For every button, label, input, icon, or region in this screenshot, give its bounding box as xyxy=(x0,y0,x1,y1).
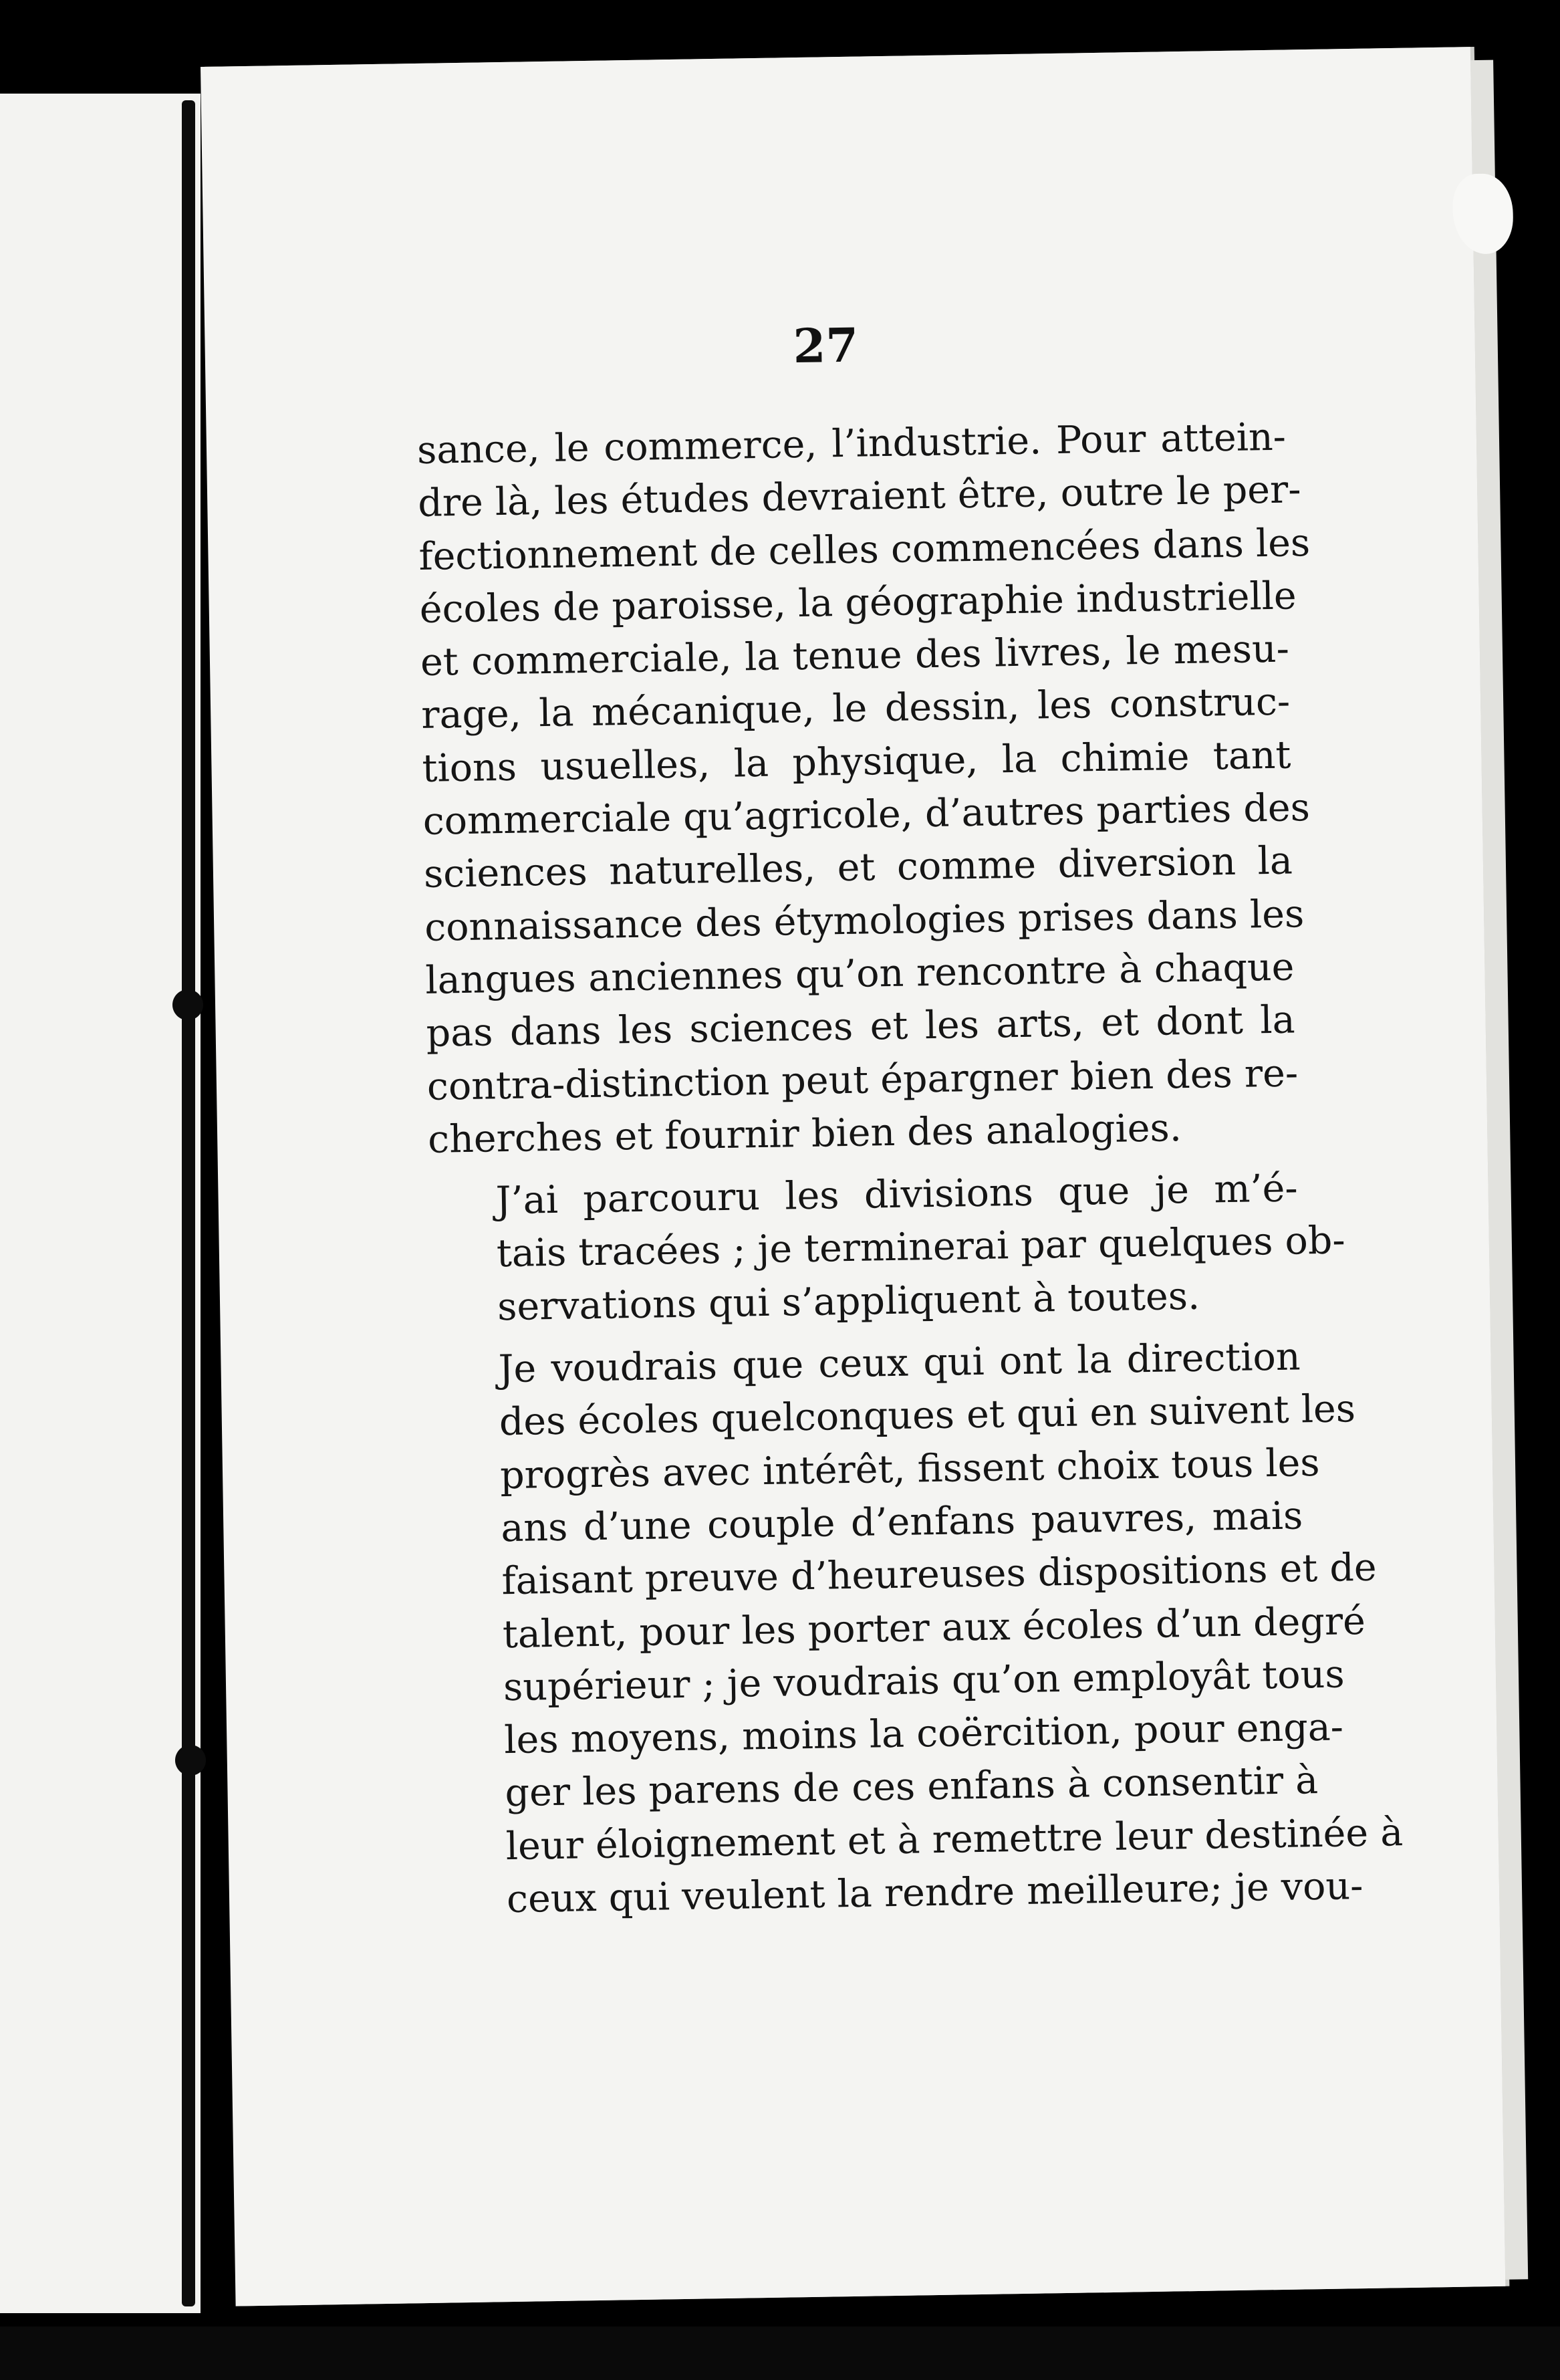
scan-border xyxy=(0,2327,1560,2380)
binding-thread-knot xyxy=(175,1745,206,1776)
text-line: langues anciennes qu’on rencontre à chaque xyxy=(424,945,1295,1003)
paragraph xyxy=(416,411,1311,1167)
text-line: rage, la mécanique, le dessin, les construc- xyxy=(420,680,1291,738)
text-line: dre là, les études devraient être, outre le per- xyxy=(417,467,1302,526)
paragraph xyxy=(428,1163,1346,1335)
binding-thread-knot xyxy=(172,989,203,1020)
text-line: pas dans les sciences et les arts, et dont la xyxy=(426,997,1296,1056)
text-line: J’ai parcouru les divisions que je m’é- xyxy=(495,1166,1299,1223)
text-line: Je voudrais que ceux qui ont la direction xyxy=(498,1334,1301,1392)
page-tear xyxy=(1452,173,1514,254)
text-line: servations qui s’appliquent à toutes. xyxy=(497,1274,1200,1329)
text-line: contra-distinction peut épargner bien des re- xyxy=(426,1050,1299,1109)
text-line: les moyens, moins la coërcition, pour enga- xyxy=(503,1705,1344,1763)
text-line: tions usuelles, la physique, la chimie tant xyxy=(422,733,1291,791)
text-line: talent, pour les porter aux écoles d’un degré xyxy=(502,1598,1366,1657)
book-page xyxy=(201,47,1505,2306)
text-line: ans d’une couple d’enfans pauvres, mais xyxy=(500,1494,1303,1551)
page-number: 27 xyxy=(793,317,859,374)
text-line: ceux qui veulent la rendre meilleure; je vou- xyxy=(506,1864,1363,1922)
text-line: cherches et fournir bien des analogies. xyxy=(427,1106,1182,1162)
text-line: commerciale qu’agricole, d’autres parties des xyxy=(422,786,1311,844)
text-line: progrès avec intérêt, fissent choix tous les xyxy=(499,1440,1321,1498)
text-line: ger les parens de ces enfans à consentir à xyxy=(505,1758,1319,1816)
body-text xyxy=(416,411,1404,1927)
text-line: leur éloignement et à remettre leur destinée à xyxy=(505,1810,1404,1869)
text-line: sciences naturelles, et comme diversion la xyxy=(423,838,1293,897)
facing-page-leaf xyxy=(0,94,201,2313)
text-line: écoles de paroisse, la géographie industrielle xyxy=(419,574,1297,632)
binding-gutter xyxy=(182,100,195,2306)
text-line: fectionnement de celles commencées dans les xyxy=(418,520,1311,579)
text-line: faisant preuve d’heureuses dispositions et de xyxy=(501,1545,1378,1604)
text-line: tais tracées ; je terminerai par quelques ob- xyxy=(496,1218,1346,1276)
text-line: connaissance des étymologies prises dans les xyxy=(424,891,1305,950)
text-line: et commerciale, la tenue des livres, le mesu- xyxy=(420,626,1290,685)
text-line: sance, le commerce, l’industrie. Pour attein- xyxy=(416,414,1287,473)
paragraph xyxy=(431,1330,1404,1927)
page-edge xyxy=(1470,60,1528,2280)
text-line: supérieur ; je voudrais qu’on employât tous xyxy=(503,1652,1345,1710)
text-line: des écoles quelconques et qui en suivent les xyxy=(499,1387,1356,1445)
